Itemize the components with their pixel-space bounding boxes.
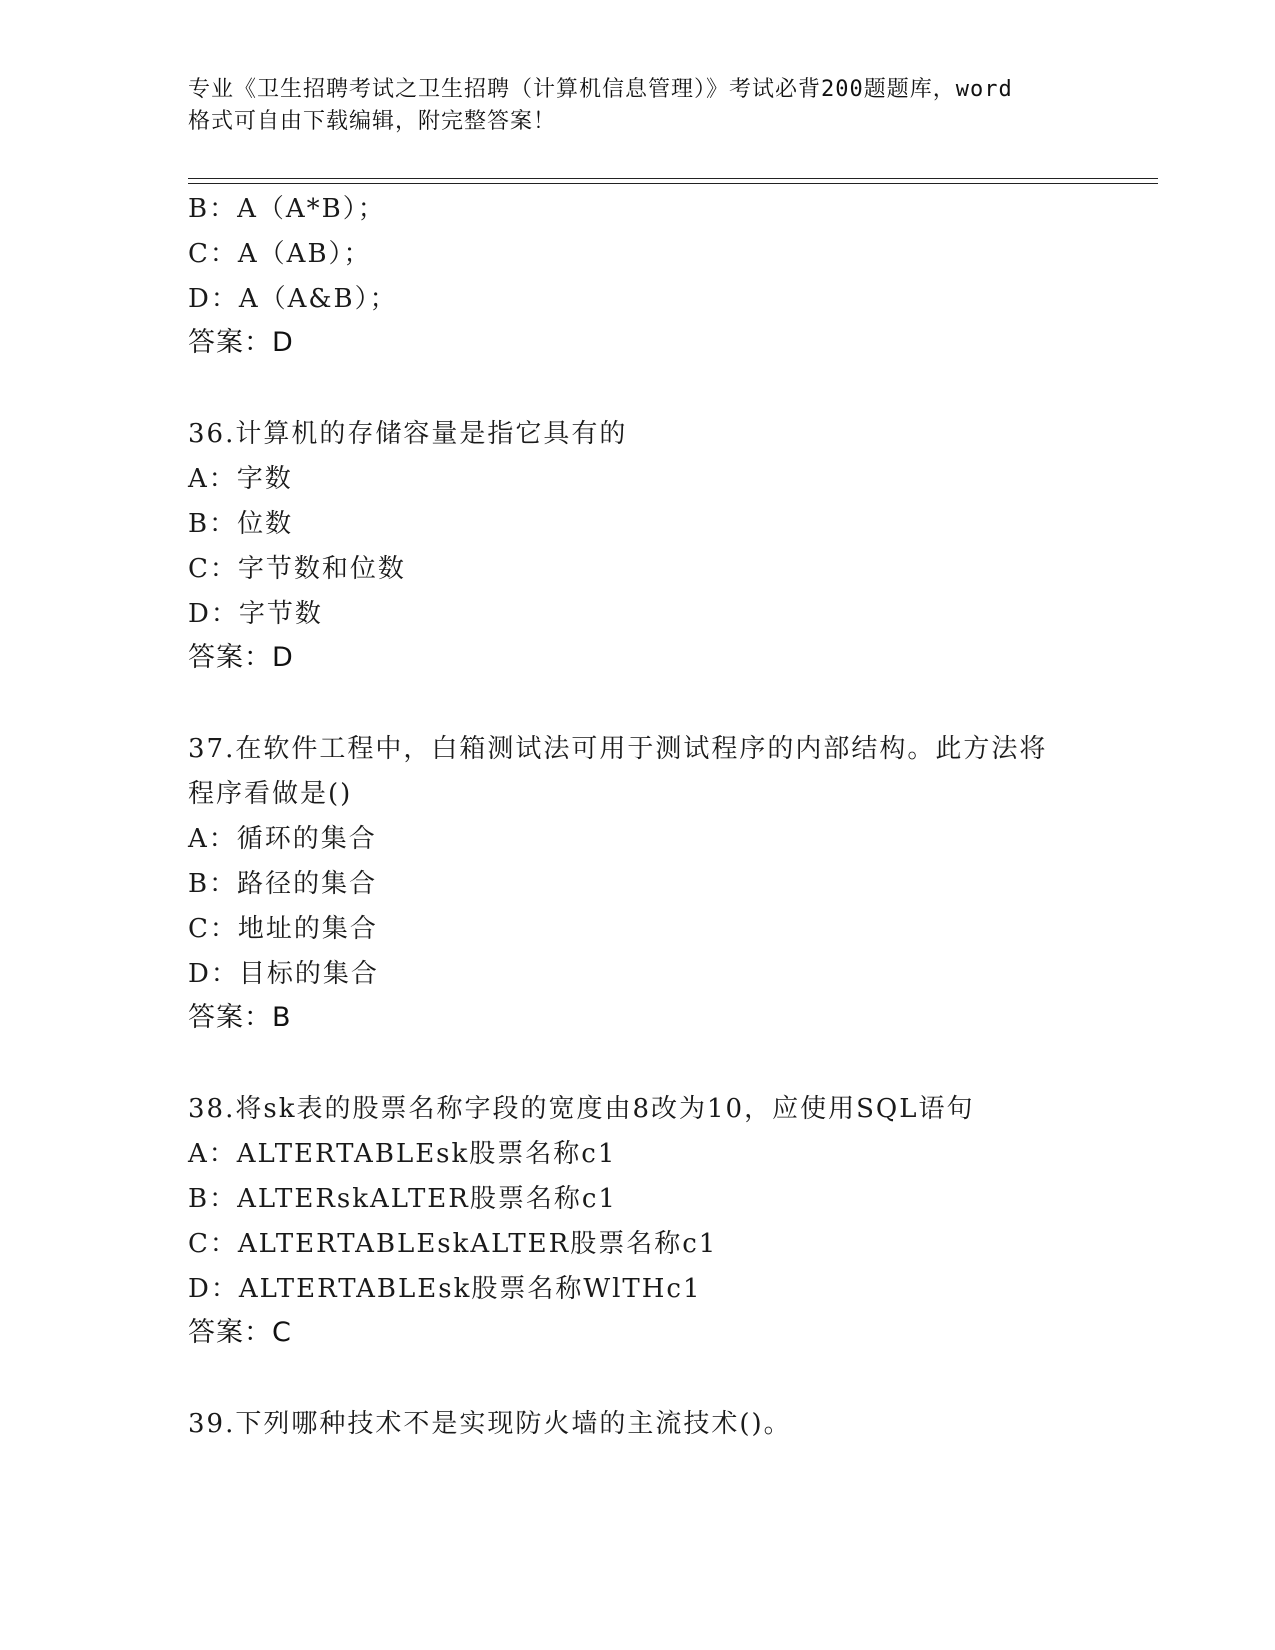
- q36-question: 36.计算机的存储容量是指它具有的: [188, 419, 628, 449]
- q37-option-b: B：路径的集合: [188, 869, 378, 899]
- q38-answer: 答案：C: [188, 1317, 292, 1348]
- q37-question-line-1: 37.在软件工程中，白箱测试法可用于测试程序的内部结构。此方法将: [188, 734, 1048, 764]
- header-line-2: 格式可自由下载编辑，附完整答案！: [188, 109, 557, 134]
- q35-option-d: D：A（A&B）；: [188, 284, 398, 314]
- header-divider-bottom: [188, 183, 1158, 184]
- q36-option-d: D：字节数: [188, 599, 323, 629]
- header-divider-top: [188, 178, 1158, 179]
- q38-option-b: B：ALTERskALTER股票名称c1: [188, 1184, 617, 1214]
- header-line-1: 专业《卫生招聘考试之卫生招聘（计算机信息管理）》考试必背200题题库，word: [188, 77, 1013, 102]
- q37-question-line-2: 程序看做是(): [188, 779, 353, 809]
- q37-answer: 答案：B: [188, 1002, 292, 1033]
- q37-option-a: A：循环的集合: [188, 824, 377, 854]
- q38-option-a: A：ALTERTABLEsk股票名称c1: [188, 1139, 617, 1169]
- q38-question: 38.将sk表的股票名称字段的宽度由8改为10，应使用SQL语句: [188, 1094, 975, 1124]
- q38-option-c: C：ALTERTABLEskALTER股票名称c1: [188, 1229, 718, 1259]
- q35-answer: 答案：D: [188, 327, 294, 358]
- q36-option-c: C：字节数和位数: [188, 554, 406, 584]
- q38-option-d: D：ALTERTABLEsk股票名称WlTHc1: [188, 1274, 702, 1304]
- q36-option-a: A：字数: [188, 464, 293, 494]
- q35-option-c: C：A（AB）；: [188, 239, 372, 269]
- q37-option-d: D：目标的集合: [188, 959, 379, 989]
- q35-option-b: B：A（A*B）；: [188, 194, 386, 224]
- q36-option-b: B：位数: [188, 509, 294, 539]
- q37-option-c: C：地址的集合: [188, 914, 378, 944]
- q39-question: 39.下列哪种技术不是实现防火墙的主流技术()。: [188, 1409, 792, 1439]
- document-header: [188, 74, 1088, 138]
- q36-answer: 答案：D: [188, 642, 294, 673]
